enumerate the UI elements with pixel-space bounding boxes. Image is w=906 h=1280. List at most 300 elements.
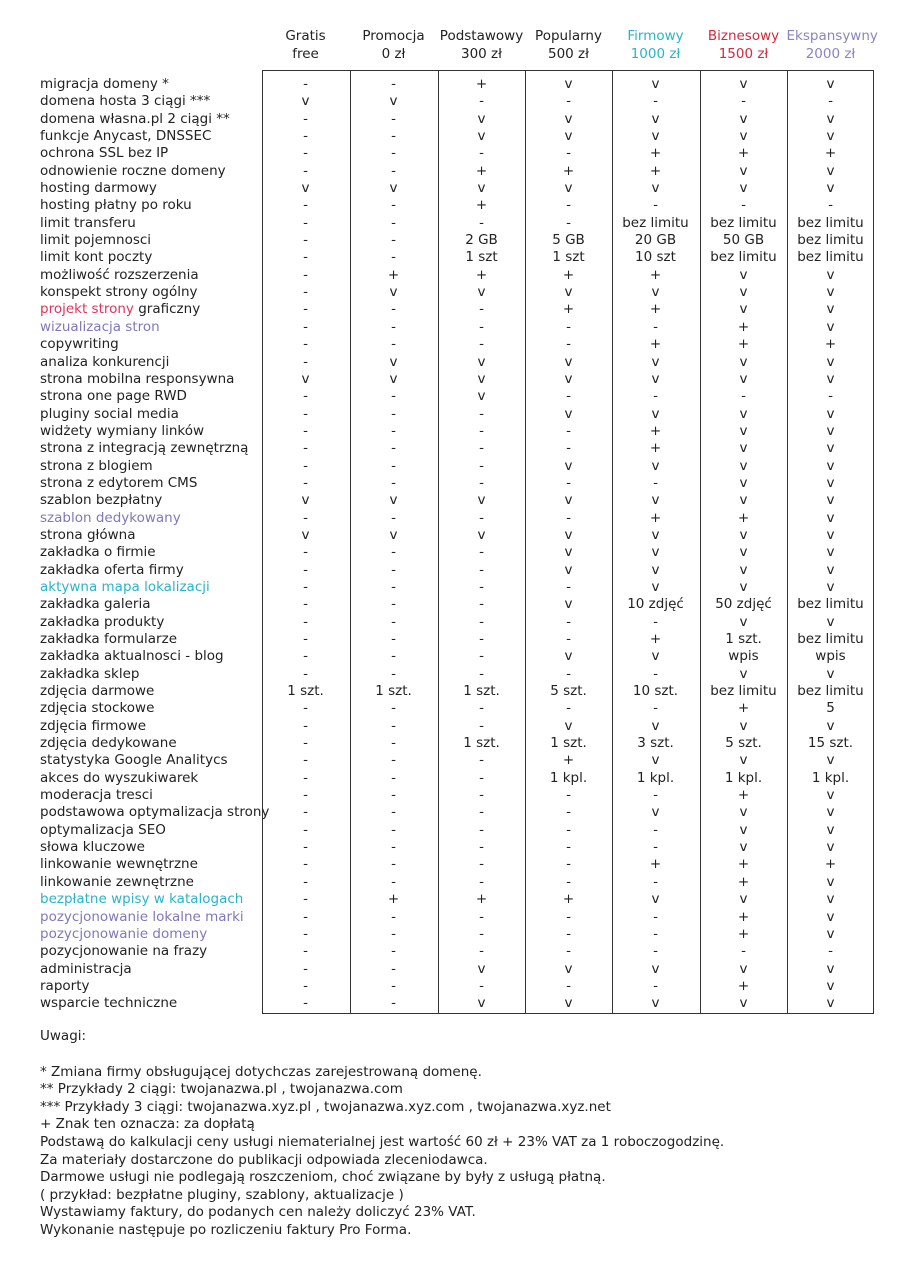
table-cell: -: [391, 336, 396, 353]
table-cell: v: [826, 440, 835, 457]
table-cell: -: [653, 787, 658, 804]
table-cell: -: [303, 440, 308, 457]
table-row: [0, 909, 906, 926]
table-cell: v: [651, 405, 660, 422]
table-row: [0, 718, 906, 735]
table-row: [0, 735, 906, 752]
feature-label-text: projekt strony: [40, 301, 134, 318]
table-cell: -: [653, 474, 658, 491]
table-cell: -: [303, 752, 308, 769]
feature-label-text: limit pojemnosci: [40, 232, 152, 249]
table-cell: -: [653, 613, 658, 630]
table-cell: -: [566, 856, 571, 873]
plan-name: Ekspansywny: [786, 28, 878, 44]
table-cell: v: [739, 821, 748, 838]
table-cell: -: [391, 509, 396, 526]
table-cell: -: [566, 440, 571, 457]
table-cell: -: [303, 578, 308, 595]
feature-label: [40, 700, 154, 717]
table-cell: v: [739, 370, 748, 387]
table-cell: v: [739, 474, 748, 491]
feature-label-text: zakładka produkty: [40, 613, 165, 630]
table-row: [0, 961, 906, 978]
table-cell: v: [826, 752, 835, 769]
table-cell: -: [303, 197, 308, 214]
table-cell: v: [564, 180, 573, 197]
table-row: [0, 197, 906, 214]
table-cell: -: [566, 509, 571, 526]
table-cell: v: [739, 717, 748, 734]
table-cell: -: [391, 665, 396, 682]
table-cell: v: [477, 492, 486, 509]
table-cell: -: [653, 700, 658, 717]
table-cell: v: [826, 960, 835, 977]
feature-label: [40, 718, 146, 735]
table-cell: -: [653, 873, 658, 890]
table-cell: -: [566, 474, 571, 491]
feature-label-text: zakładka sklep: [40, 665, 140, 682]
table-cell: -: [303, 596, 308, 613]
table-row: [0, 752, 906, 769]
table-cell: -: [303, 128, 308, 145]
table-cell: -: [479, 977, 484, 994]
table-cell: v: [739, 353, 748, 370]
feature-label: [40, 371, 234, 388]
table-cell: 5: [826, 700, 835, 717]
feature-label: [40, 267, 199, 284]
feature-label-text: strona z integracją zewnętrzną: [40, 440, 249, 457]
table-cell: v: [826, 110, 835, 127]
table-cell: -: [391, 249, 396, 266]
table-cell: -: [303, 839, 308, 856]
table-cell: 5 GB: [552, 232, 585, 249]
feature-label: [40, 804, 269, 821]
table-cell: -: [653, 925, 658, 942]
table-cell: v: [477, 353, 486, 370]
table-cell: -: [391, 787, 396, 804]
table-cell: -: [391, 474, 396, 491]
table-cell: -: [391, 301, 396, 318]
table-row: [0, 839, 906, 856]
table-cell: v: [651, 110, 660, 127]
table-cell: -: [479, 474, 484, 491]
table-cell: v: [739, 110, 748, 127]
table-cell: +: [649, 856, 662, 873]
table-cell: +: [649, 301, 662, 318]
feature-label: [40, 145, 168, 162]
table-cell: 1 kpl.: [724, 769, 763, 786]
note-line: Wykonanie następuje po rozliczeniu faktury Pro Forma.: [40, 1221, 412, 1238]
table-cell: v: [651, 526, 660, 543]
table-row: [0, 267, 906, 284]
table-cell: +: [824, 856, 837, 873]
table-cell: +: [562, 162, 575, 179]
plan-price: 300 zł: [461, 45, 502, 62]
table-cell: -: [479, 440, 484, 457]
table-cell: -: [391, 422, 396, 439]
table-cell: -: [303, 353, 308, 370]
table-cell: -: [566, 821, 571, 838]
feature-label: [40, 354, 169, 371]
table-cell: -: [303, 804, 308, 821]
table-cell: -: [828, 388, 833, 405]
table-cell: v: [826, 839, 835, 856]
table-cell: +: [649, 631, 662, 647]
table-cell: v: [739, 613, 748, 630]
table-cell: 1 szt.: [463, 735, 500, 752]
table-cell: v: [826, 908, 835, 925]
table-cell: -: [479, 578, 484, 595]
feature-label: [40, 666, 139, 683]
table-cell: v: [739, 839, 748, 856]
table-cell: -: [479, 769, 484, 786]
feature-label: [40, 492, 162, 509]
table-cell: -: [479, 561, 484, 578]
table-cell: v: [651, 717, 660, 734]
table-cell: 1 szt: [552, 249, 585, 266]
table-cell: -: [303, 405, 308, 422]
table-cell: -: [391, 873, 396, 890]
feature-label: [40, 752, 228, 769]
table-cell: -: [391, 804, 396, 821]
table-cell: v: [826, 266, 835, 283]
feature-label: [40, 93, 210, 110]
table-cell: 1 kpl.: [549, 769, 588, 786]
table-cell: -: [653, 977, 658, 994]
feature-label-text: domena hosta 3 ciągi ***: [40, 93, 211, 110]
table-cell: bez limitu: [622, 214, 689, 231]
table-cell: -: [391, 943, 396, 960]
table-cell: v: [826, 128, 835, 145]
table-cell: v: [564, 284, 573, 301]
table-cell: v: [739, 266, 748, 283]
table-cell: -: [479, 856, 484, 873]
table-cell: -: [479, 821, 484, 838]
table-cell: -: [303, 908, 308, 925]
table-cell: v: [739, 526, 748, 543]
notes-section: [40, 1028, 880, 1240]
plan-name: Promocja: [362, 28, 425, 44]
table-cell: v: [651, 544, 660, 561]
table-cell: v: [564, 370, 573, 387]
table-cell: -: [303, 214, 308, 231]
table-cell: bez limitu: [797, 214, 864, 231]
table-cell: -: [653, 839, 658, 856]
table-cell: -: [566, 839, 571, 856]
table-cell: bez limitu: [710, 249, 777, 266]
table-cell: v: [564, 492, 573, 509]
table-cell: +: [824, 145, 837, 162]
feature-label-text: statystyka Google Analitycs: [40, 752, 228, 769]
table-cell: -: [391, 232, 396, 249]
table-cell: v: [389, 284, 398, 301]
feature-label-text: administracja: [40, 960, 132, 977]
table-cell: v: [826, 422, 835, 439]
table-row: [0, 423, 906, 440]
table-cell: bez limitu: [797, 683, 864, 700]
table-cell: v: [739, 284, 748, 301]
table-cell: +: [649, 509, 662, 526]
table-row: [0, 354, 906, 371]
feature-label: [40, 180, 157, 197]
feature-label: [40, 406, 179, 423]
table-cell: -: [479, 214, 484, 231]
table-cell: bez limitu: [710, 683, 777, 700]
table-cell: 20 GB: [634, 232, 677, 249]
table-cell: -: [303, 162, 308, 179]
table-cell: 10 szt.: [632, 683, 679, 700]
feature-label-text: bezpłatne wpisy w katalogach: [40, 891, 244, 908]
table-row: [0, 510, 906, 527]
table-cell: 50 zdjęć: [715, 596, 772, 613]
table-cell: -: [303, 925, 308, 942]
table-cell: -: [303, 422, 308, 439]
table-cell: v: [651, 370, 660, 387]
feature-label: [40, 891, 243, 908]
feature-label-text: zakładka formularze: [40, 631, 177, 647]
table-cell: v: [477, 960, 486, 977]
table-cell: v: [739, 960, 748, 977]
table-cell: v: [826, 353, 835, 370]
table-cell: -: [653, 388, 658, 405]
feature-label: [40, 631, 177, 648]
table-cell: -: [391, 128, 396, 145]
table-cell: -: [653, 93, 658, 110]
table-row: [0, 76, 906, 93]
table-cell: v: [826, 578, 835, 595]
feature-label: [40, 388, 187, 405]
feature-label-text: optymalizacja SEO: [40, 821, 166, 838]
table-cell: -: [653, 197, 658, 214]
table-cell: -: [391, 318, 396, 335]
feature-label: [40, 909, 244, 926]
table-cell: +: [562, 752, 575, 769]
feature-label-text: zakładka galeria: [40, 596, 151, 613]
feature-label: [40, 423, 204, 440]
table-cell: v: [826, 977, 835, 994]
table-cell: -: [391, 839, 396, 856]
table-cell: -: [391, 578, 396, 595]
table-cell: 2 GB: [465, 232, 498, 249]
table-cell: -: [479, 457, 484, 474]
table-cell: -: [303, 821, 308, 838]
table-cell: v: [739, 804, 748, 821]
table-cell: -: [741, 197, 746, 214]
table-row: [0, 804, 906, 821]
feature-label: [40, 926, 207, 943]
table-row: [0, 128, 906, 145]
table-cell: -: [479, 318, 484, 335]
table-cell: -: [391, 76, 396, 92]
feature-label-text: linkowanie wewnętrzne: [40, 856, 198, 873]
plan-header-3: [438, 28, 526, 63]
table-cell: -: [479, 145, 484, 162]
table-cell: -: [303, 249, 308, 266]
table-row: [0, 215, 906, 232]
table-row: [0, 284, 906, 301]
table-cell: v: [477, 526, 486, 543]
table-cell: -: [653, 665, 658, 682]
feature-label-text: linkowanie zewnętrzne: [40, 873, 194, 890]
table-cell: -: [303, 717, 308, 734]
table-cell: -: [566, 873, 571, 890]
feature-label-text: możliwość rozszerzenia: [40, 266, 199, 283]
table-cell: v: [301, 370, 310, 387]
table-cell: -: [479, 648, 484, 665]
plan-header-1: [262, 28, 350, 63]
table-cell: v: [564, 353, 573, 370]
feature-label-text: strona z blogiem: [40, 457, 153, 474]
table-cell: -: [303, 891, 308, 908]
table-cell: v: [826, 526, 835, 543]
table-cell: v: [651, 752, 660, 769]
plan-header-6: [700, 28, 788, 63]
table-cell: -: [479, 717, 484, 734]
table-cell: v: [564, 648, 573, 665]
feature-label: [40, 510, 181, 527]
table-cell: -: [391, 977, 396, 994]
table-row: [0, 614, 906, 631]
feature-label-text: analiza konkurencji: [40, 353, 170, 370]
table-cell: +: [737, 336, 750, 353]
table-cell: -: [653, 943, 658, 960]
table-cell: v: [826, 613, 835, 630]
table-cell: v: [826, 492, 835, 509]
table-cell: v: [651, 561, 660, 578]
table-cell: -: [391, 908, 396, 925]
table-cell: +: [737, 787, 750, 804]
table-cell: v: [564, 960, 573, 977]
plan-name: Gratis: [285, 28, 326, 44]
table-cell: v: [739, 405, 748, 422]
table-cell: v: [739, 752, 748, 769]
table-cell: -: [303, 995, 308, 1012]
plan-price: free: [292, 45, 319, 62]
table-cell: v: [564, 457, 573, 474]
feature-label: [40, 874, 194, 891]
table-row: [0, 406, 906, 423]
table-cell: v: [564, 561, 573, 578]
table-cell: -: [653, 821, 658, 838]
table-cell: -: [391, 769, 396, 786]
table-row: [0, 111, 906, 128]
table-cell: v: [301, 526, 310, 543]
table-cell: -: [303, 648, 308, 665]
table-cell: -: [479, 787, 484, 804]
table-cell: -: [303, 388, 308, 405]
table-cell: -: [391, 214, 396, 231]
table-cell: +: [737, 700, 750, 717]
table-row: [0, 943, 906, 960]
table-row: [0, 458, 906, 475]
feature-label-text: strona z edytorem CMS: [40, 474, 198, 491]
table-cell: v: [826, 162, 835, 179]
feature-label-text: zakładka o firmie: [40, 544, 156, 561]
feature-label-text: zdjęcia darmowe: [40, 683, 155, 700]
table-cell: -: [479, 336, 484, 353]
feature-label: [40, 787, 153, 804]
table-cell: v: [826, 717, 835, 734]
table-cell: -: [303, 76, 308, 92]
table-cell: -: [391, 752, 396, 769]
table-cell: -: [566, 93, 571, 110]
table-row: [0, 926, 906, 943]
feature-label-text: konspekt strony ogólny: [40, 284, 198, 301]
table-row: [0, 145, 906, 162]
table-cell: wpis: [728, 648, 759, 665]
table-cell: -: [303, 457, 308, 474]
table-cell: v: [564, 596, 573, 613]
feature-label: [40, 735, 177, 752]
feature-label: [40, 544, 156, 561]
table-row: [0, 544, 906, 561]
table-row: [0, 995, 906, 1012]
table-row: [0, 648, 906, 665]
feature-label-text: szablon dedykowany: [40, 509, 181, 526]
table-cell: v: [477, 370, 486, 387]
table-cell: v: [826, 457, 835, 474]
feature-label: [40, 249, 152, 266]
feature-label-text: zdjęcia firmowe: [40, 717, 147, 734]
feature-label-text: hosting płatny po roku: [40, 197, 192, 214]
feature-label-text: ochrona SSL bez IP: [40, 145, 169, 162]
feature-label: [40, 648, 224, 665]
table-cell: -: [391, 613, 396, 630]
feature-label-text: limit transferu: [40, 214, 136, 231]
table-cell: -: [303, 977, 308, 994]
table-cell: -: [303, 544, 308, 561]
table-row: [0, 336, 906, 353]
table-cell: -: [303, 943, 308, 960]
table-cell: v: [739, 665, 748, 682]
table-cell: 10 zdjęć: [627, 596, 684, 613]
table-cell: v: [564, 76, 573, 92]
feature-label-text: odnowienie roczne domeny: [40, 162, 226, 179]
table-cell: v: [477, 128, 486, 145]
table-cell: -: [303, 631, 308, 647]
table-cell: +: [649, 336, 662, 353]
table-cell: -: [303, 700, 308, 717]
feature-label: [40, 770, 198, 787]
table-cell: v: [826, 787, 835, 804]
feature-label: [40, 683, 154, 700]
table-cell: +: [649, 266, 662, 283]
table-cell: v: [826, 370, 835, 387]
table-row: [0, 700, 906, 717]
table-cell: -: [566, 925, 571, 942]
table-cell: 1 szt.: [375, 683, 412, 700]
table-cell: -: [566, 578, 571, 595]
table-cell: +: [737, 977, 750, 994]
table-cell: v: [739, 422, 748, 439]
feature-label: [40, 856, 198, 873]
table-cell: -: [479, 839, 484, 856]
table-cell: -: [303, 960, 308, 977]
table-cell: +: [737, 318, 750, 335]
pricing-table-rows: [0, 76, 906, 1013]
table-cell: -: [479, 752, 484, 769]
table-row: [0, 562, 906, 579]
table-row: [0, 596, 906, 613]
table-cell: +: [737, 908, 750, 925]
plan-price: 1500 zł: [718, 45, 769, 62]
table-cell: v: [301, 93, 310, 110]
plan-price: 500 zł: [548, 45, 589, 62]
feature-label: [40, 76, 169, 93]
table-cell: -: [391, 561, 396, 578]
table-cell: -: [303, 613, 308, 630]
feature-label: [40, 111, 230, 128]
